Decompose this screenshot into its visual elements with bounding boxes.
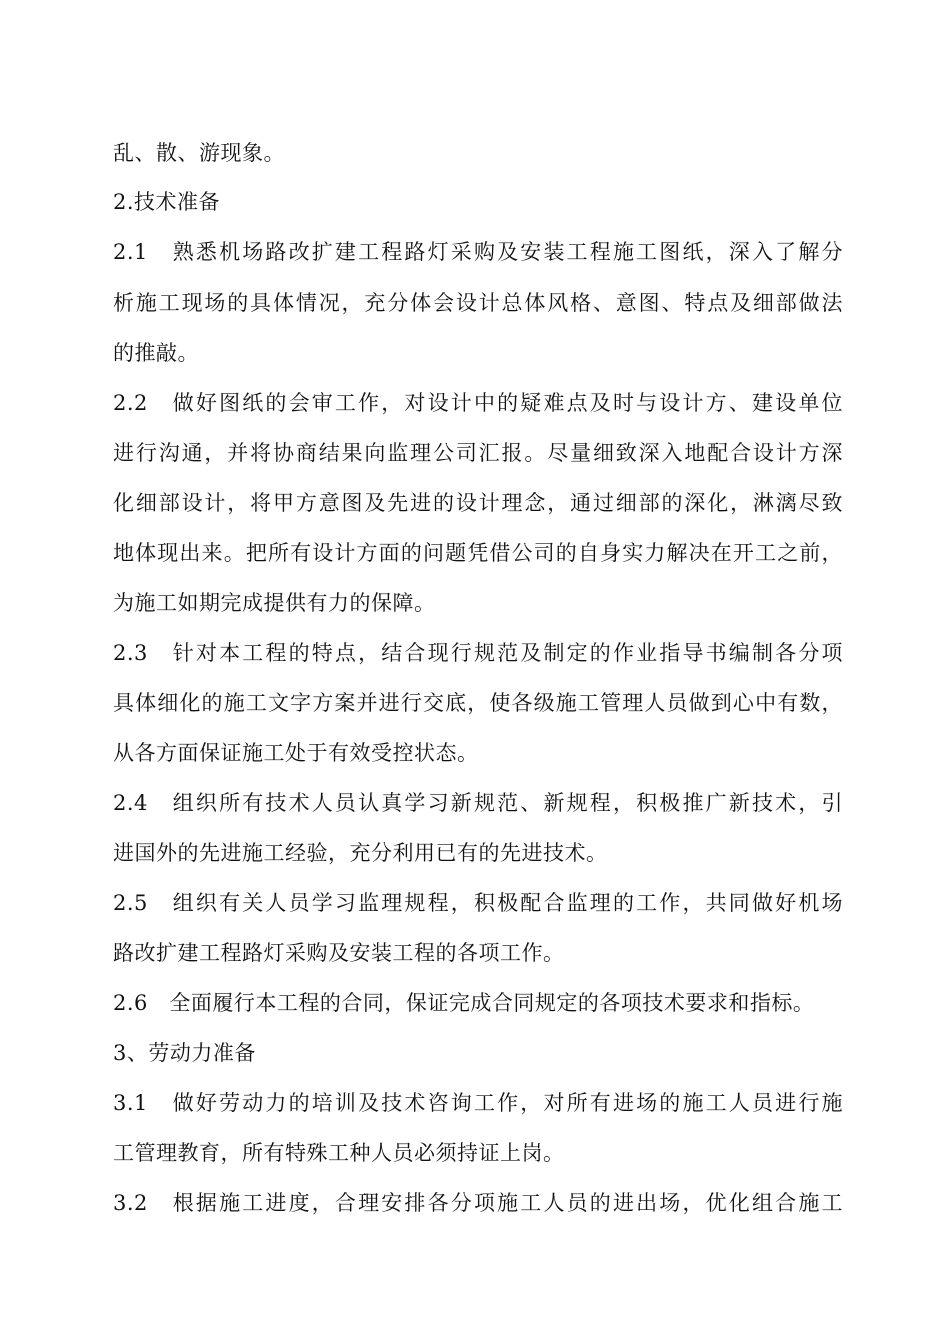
section-heading: 2.技术准备 <box>113 190 221 214</box>
text-line: 2.6 全面履行本工程的合同，保证完成合同规定的各项技术要求和指标。 <box>113 991 815 1015</box>
text-line: 从各方面保证施工处于有效受控状态。 <box>113 741 479 765</box>
text-line: 具体细化的施工文字方案并进行交底，使各级施工管理人员做到心中有数， <box>113 691 843 715</box>
text-line: 工管理教育，所有特殊工种人员必须持证上岗。 <box>113 1141 565 1165</box>
text-line: 2.4 组织所有技术人员认真学习新规范、新规程，积极推广新技术，引 <box>113 791 843 815</box>
text-line: 乱、散、游现象。 <box>113 141 285 165</box>
text-line: 化细部设计，将甲方意图及先进的设计理念，通过细部的深化，淋漓尽致 <box>113 491 843 515</box>
text-line: 2.5 组织有关人员学习监理规程，积极配合监理的工作，共同做好机场 <box>113 891 843 915</box>
text-line: 3.1 做好劳动力的培训及技术咨询工作，对所有进场的施工人员进行施 <box>113 1091 843 1115</box>
text-line: 2.3 针对本工程的特点，结合现行规范及制定的作业指导书编制各分项 <box>113 641 843 665</box>
text-line: 析施工现场的具体情况，充分体会设计总体风格、意图、特点及细部做法 <box>113 291 843 315</box>
text-line: 进行沟通，并将协商结果向监理公司汇报。尽量细致深入地配合设计方深 <box>113 441 843 465</box>
text-line: 2.1 熟悉机场路改扩建工程路灯采购及安装工程施工图纸，深入了解分 <box>113 240 843 264</box>
text-line: 3.2 根据施工进度，合理安排各分项施工人员的进出场，优化组合施工 <box>113 1191 843 1215</box>
text-line: 为施工如期完成提供有力的保障。 <box>113 591 436 615</box>
text-line: 地体现出来。把所有设计方面的问题凭借公司的自身实力解决在开工之前， <box>113 541 843 565</box>
text-line: 进国外的先进施工经验，充分利用已有的先进技术。 <box>113 841 608 865</box>
text-line: 2.2 做好图纸的会审工作，对设计中的疑难点及时与设计方、建设单位 <box>113 391 843 415</box>
section-heading: 3、劳动力准备 <box>113 1041 256 1065</box>
text-line: 的推敲。 <box>113 341 199 365</box>
text-line: 路改扩建工程路灯采购及安装工程的各项工作。 <box>113 941 565 965</box>
